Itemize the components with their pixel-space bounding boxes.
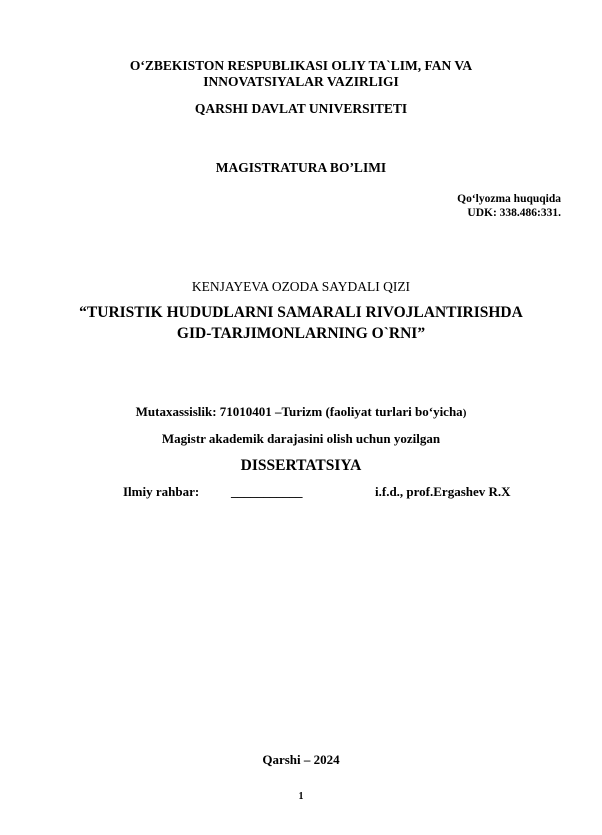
manuscript-rights: Qo‘lyozma huquqida (457, 193, 561, 205)
department-name: MAGISTRATURA BO’LIMI (215, 160, 387, 175)
degree-line: Magistr akademik darajasini olish uchun yozilgan (161, 431, 441, 446)
supervisor-blank: ___________ (231, 484, 303, 499)
page-number: 1 (298, 791, 304, 802)
ministry-line-2: INNOVATSIYALAR VAZIRLIGI (203, 74, 399, 89)
supervisor-label: Ilmiy rahbar: (123, 484, 200, 499)
thesis-title-line-1: “TURISTIK HUDUDLARNI SAMARALI RIVOJLANTIRISHDA (79, 304, 523, 321)
specialty-close: ) (462, 407, 467, 419)
document-type: DISSERTATSIYA (240, 457, 362, 474)
udk-code: UDK: 338.486:331. (467, 207, 561, 219)
author-name: KENJAYEVA OZODA SAYDALI QIZI (191, 279, 411, 294)
supervisor-name: i.f.d., prof.Ergashev R.X (375, 484, 511, 499)
thesis-title-line-2: GID-TARJIMONLARNING O`RNI” (176, 325, 426, 342)
ministry-line-1: O‘ZBEKISTON RESPUBLIKASI OLIY TA`LIM, FAN VA (129, 58, 473, 73)
city-year: Qarshi – 2024 (262, 752, 340, 767)
specialty-text: Mutaxassislik: 71010401 –Turizm (faoliyat turlari bo‘yicha (135, 404, 463, 419)
university-name: QARSHI DAVLAT UNIVERSITETI (194, 101, 408, 116)
specialty-line (0, 404, 602, 421)
supervisor-row (0, 484, 602, 500)
